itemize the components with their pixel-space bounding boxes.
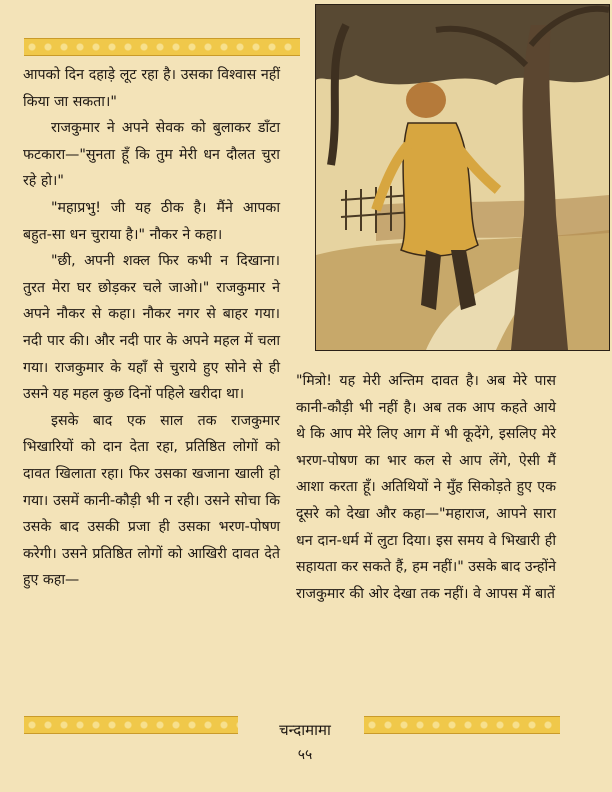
bottom-band-right <box>364 716 560 734</box>
left-text-column <box>23 62 280 594</box>
paragraph: आपको दिन दहाड़े लूट रहा है। उसका विश्वास नहीं किया जा सकता।" <box>23 67 280 110</box>
illustration-man-walking-by-tree <box>315 4 610 351</box>
paragraph: "महाप्रभु! जी यह ठीक है। मैंने आपका बहुत-सा धन चुराया है।" नौकर ने कहा। <box>23 199 280 243</box>
paragraph: "मित्रो! यह मेरी अन्तिम दावत है। अब मेरे पास कानी-कौड़ी भी नहीं है। अब तक आप कहते आये थे कि आप मेरे लिए आग में भी कूदेंगे, इसलिए मेरे भरण-पोषण का भार कल से आप लेंगे, ऐसी मैं आशा करता हूँ। अतिथियों ने मुँह सिकोड़ते हुए एक दूसरे को देखा और कहा—"महाराज, आपने सारा धन दान-धर्म में लुटा दिया। इस समय वे भिखारी ही सहायता कर सकते हैं, हम नहीं।" उसके बाद उन्होंने राजकुमार की ओर देखा तक नहीं। वे आपस में बातें <box>296 373 556 602</box>
paragraph: इसके बाद एक साल तक राजकुमार भिखारियों को दान देता रहा, प्रतिष्ठित लोगों को दावत खिलाता रहा। फिर उसका खजाना खाली हो गया। उसमें कानी-कौड़ी भी न रही। उसने सोचा कि उसके बाद उसकी प्रजा ही उसका भरण-पोषण करेगी। उसने प्रतिष्ठित लोगों को आखिरी दावत देते हुए कहा— <box>23 412 280 589</box>
magazine-title: चन्दामामा <box>279 721 331 739</box>
page-number: ५५ <box>297 747 313 763</box>
paragraph: राजकुमार ने अपने सेवक को बुलाकर डाँटा फटकारा—"सुनता हूँ कि तुम मेरी धन दौलत चुरा रहे हो।" <box>23 120 280 190</box>
right-text-column <box>296 368 556 607</box>
paragraph: "छी, अपनी शक्ल फिर कभी न दिखाना। तुरत मेरा घर छोड़कर चले जाओ।" राजकुमार ने अपने नौकर से कहा। नौकर नगर से बाहर गया। नदी पार की। और नदी पार के अपने महल में चला गया। राजकुमार के यहाँ से चुराये हुए सोने से ही उसने यह महल कुछ दिनों पहिले खरीदा था। <box>23 253 280 403</box>
bottom-band-left <box>24 716 238 734</box>
top-ornamental-band <box>24 38 300 56</box>
